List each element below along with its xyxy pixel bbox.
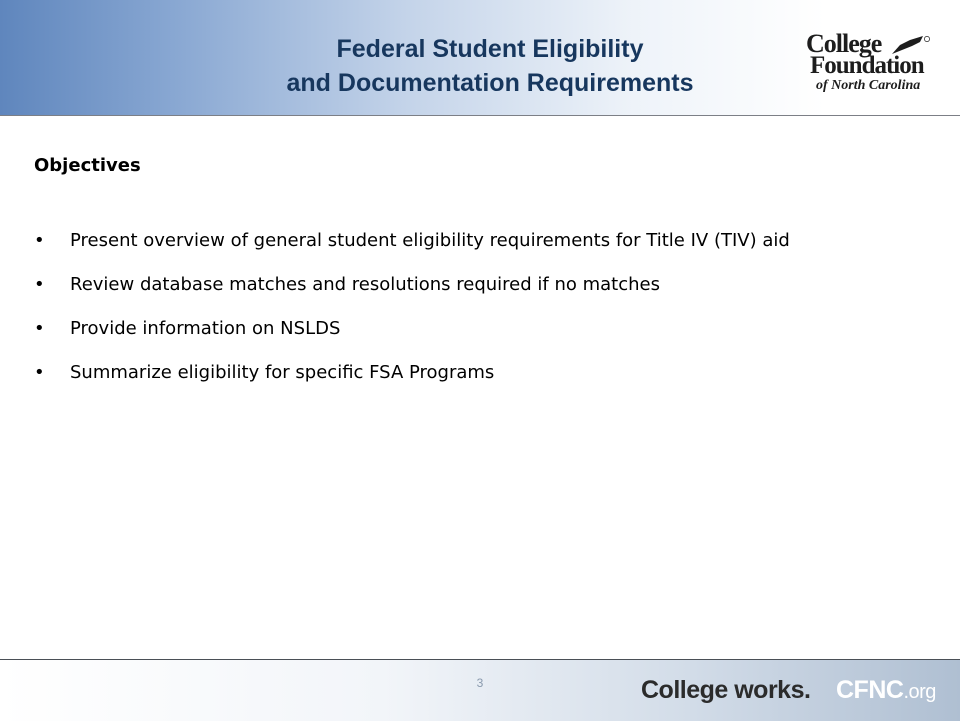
site-wordmark: [836, 676, 936, 705]
title-line-1: Federal Student Eligibility: [336, 35, 644, 63]
title-line-2: and Documentation Requirements: [286, 69, 694, 97]
list-item: • Review database matches and resolutions required if no matches: [34, 273, 914, 296]
logo-text-college: College: [806, 29, 882, 58]
list-item: • Present overview of general student eligibility requirements for Title IV (TIV) aid: [34, 229, 914, 252]
page-number: 3: [476, 676, 484, 690]
logo-text-foundation: Foundation: [810, 52, 924, 79]
list-item: • Provide information on NSLDS: [34, 317, 914, 340]
site-main: CFNC: [836, 676, 904, 704]
list-item: • Summarize eligibility for specific FSA Programs: [34, 361, 914, 384]
logo-text-state: of North Carolina: [816, 78, 921, 93]
header-bar: [0, 0, 960, 116]
objective-list: [34, 229, 914, 405]
slide-title: [150, 32, 830, 100]
section-heading: Objectives: [34, 155, 141, 176]
cfnc-logo: [806, 30, 946, 96]
footer-bar: [0, 659, 960, 721]
site-suffix: .org: [903, 681, 936, 703]
tagline: College works.: [641, 676, 811, 704]
